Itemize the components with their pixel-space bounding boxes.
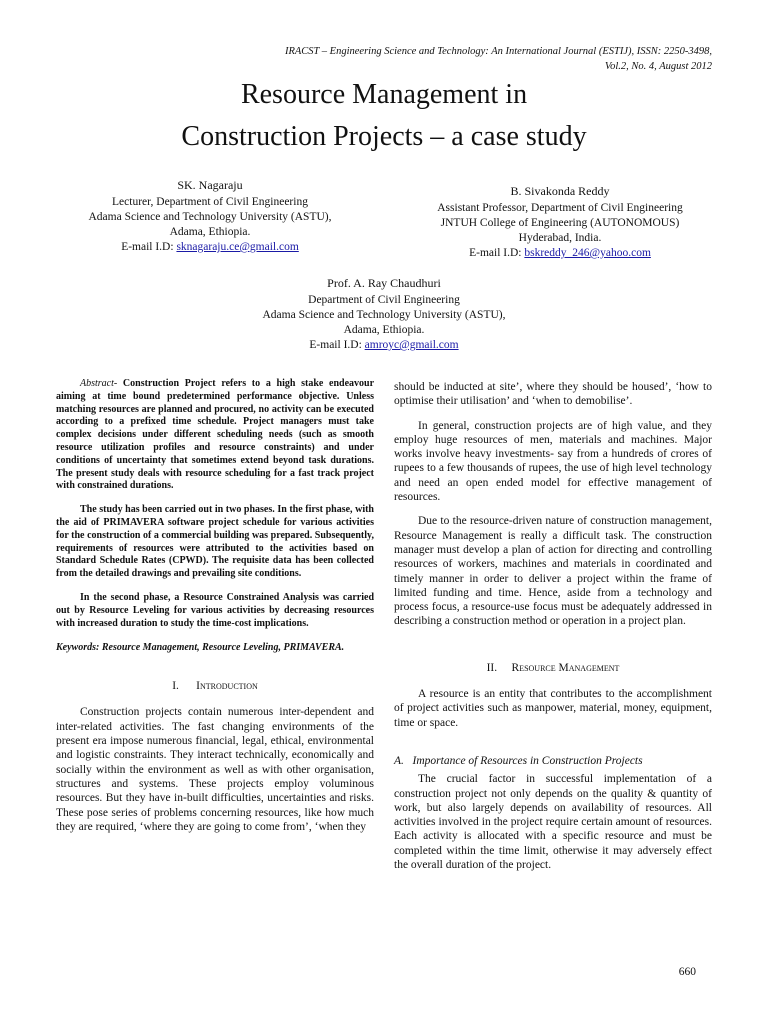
author-department: Department of Civil Engineering [308, 294, 460, 306]
right-column [394, 380, 712, 872]
author-affiliation: Adama Science and Technology University (ASTU), [262, 309, 506, 321]
author-block-1 [40, 178, 380, 255]
email-label: E-mail I.D: [121, 241, 177, 253]
author-email-line [214, 338, 554, 353]
author-email-link[interactable]: sknagaraju.ce@gmail.com [176, 241, 299, 253]
section-heading-resource-management [394, 661, 712, 675]
continued-paragraph: should be inducted at site’, where they should be housed’, ‘how to optimise their utilisation’ and ‘when to demobilise’. [394, 381, 712, 408]
author-location: Hyderabad, India. [518, 232, 602, 244]
author-affiliation: Adama Science and Technology University (ASTU), [88, 211, 332, 223]
journal-line-2: Vol.2, No. 4, August 2012 [604, 61, 712, 72]
author-block-3 [214, 276, 554, 353]
keywords [56, 642, 374, 655]
author-name: SK. Nagaraju [177, 178, 243, 192]
keywords-label: Keywords: [56, 642, 100, 654]
author-email-link[interactable]: amroyc@gmail.com [364, 339, 459, 351]
subsection-heading [394, 754, 712, 768]
abstract-paragraph-2: The study has been carried out in two phases. In the first phase, with the aid of PRIMAVERA software project schedule for various activities for the construction of a commercial building was prepared. Subsequently, requirements of resources were attributed to the activities based on Standard Schedule Rates (CPWD). The requisite data has been collected from the detailed drawings and prevailing site conditions. [56, 504, 374, 580]
email-label: E-mail I.D: [469, 247, 525, 259]
body-paragraph-2: In general, construction projects are of high value, and they employ huge resources of men, materials and machines. Major works involve heavy investments- say from a hundreds of crores of rupees to a few thousands of rupees, the use of high level technology and need an open ended model for effective management of resources. [394, 419, 712, 504]
subsection-title: Importance of Resources in Construction Projects [412, 754, 643, 767]
author-name: B. Sivakonda Reddy [510, 184, 610, 198]
introduction-paragraph: Construction projects contain numerous inter-dependent and inter-related activities. The fast changing environments of the present era impose numerous financial, legal, ethical, environmental and logistic constraints. They interact technically, economically and socially within the environment as well as with other organisation, structures and systems. These projects employ voluminous resources. But they have in-built difficulties, uncertainties and risks. These pose series of problems concerning resources, like how much they are required, ‘where they are going to come from’, ‘when they [56, 706, 374, 833]
body-paragraph-3: Due to the resource-driven nature of construction management, Resource Management is really a difficult task. The construction manager must develop a plan of action for directing and controlling resources of workers, machines and materials in coordinated and timely manner in order to deliver a project within the frame of limited funding and time. Hence, aside from a technology and process focus, a resource-use focus must be adequately addressed in describing a construction method or operation in a project plan. [394, 515, 712, 628]
journal-header [285, 44, 712, 74]
importance-paragraph: The crucial factor in successful implementation of a construction project not only depends on the quality & quantity of work, but also largely depends on availability of resources. All activities involved in the project require certain amount of resources. Each activity is allocated with a specific resource and must be completed within the time limit, otherwise it may adversely effect the overall duration of the project. [394, 773, 712, 872]
section-number: I. [172, 680, 179, 693]
abstract-paragraph-3: In the second phase, a Resource Constrained Analysis was carried out by Resource Leveling for various activities by decreasing resources with increased duration to study the time-cost implications. [56, 591, 374, 629]
author-email-line [40, 240, 380, 255]
author-position: Assistant Professor, Department of Civil Engineering [437, 202, 683, 214]
author-location: Adama, Ethiopia. [343, 324, 425, 336]
section-number: II. [486, 661, 498, 674]
abstract-label: Abstract- [80, 378, 118, 389]
author-block-2 [390, 184, 730, 261]
resource-definition-paragraph: A resource is an entity that contributes to the accomplishment of project activities such as manpower, material, money, equipment, time or space. [394, 688, 712, 729]
paper-title [0, 74, 768, 158]
title-line-2: Construction Projects – a case study [181, 121, 587, 152]
author-email-line [390, 246, 730, 261]
author-position: Lecturer, Department of Civil Engineering [112, 196, 308, 208]
left-column [56, 378, 374, 834]
author-name: Prof. A. Ray Chaudhuri [327, 276, 441, 290]
journal-line-1: IRACST – Engineering Science and Technology: An International Journal (ESTIJ), ISSN: 2250-3498, [284, 46, 712, 57]
author-email-link[interactable]: bskreddy_246@yahoo.com [524, 247, 651, 259]
page-number: 660 [678, 966, 696, 978]
keywords-text: Resource Management, Resource Leveling, PRIMAVERA. [101, 642, 345, 654]
email-label: E-mail I.D: [309, 339, 365, 351]
section-title: Resource Management [511, 661, 620, 674]
title-line-1: Resource Management in [240, 79, 528, 110]
abstract-paragraph-1 [56, 378, 374, 493]
section-title: Introduction [196, 680, 258, 693]
section-heading-introduction [56, 679, 374, 693]
author-affiliation: JNTUH College of Engineering (AUTONOMOUS) [440, 217, 680, 229]
author-location: Adama, Ethiopia. [169, 226, 251, 238]
subsection-label: A. [394, 754, 404, 767]
abstract-text-1: Construction Project refers to a high stake endeavour aiming at time bound predetermined performance objective. Unless matching resources are planned and procured, no activity can be executed according to a prefixed time schedule. Project managers must take complex decisions under different scheduling needs (such as smooth resource utilization profiles and resource constraints) and under conditions of uncertainty that sometimes extend beyond task durations. The present study deals with resource scheduling for a fast track project with constrained durations. [56, 378, 375, 492]
